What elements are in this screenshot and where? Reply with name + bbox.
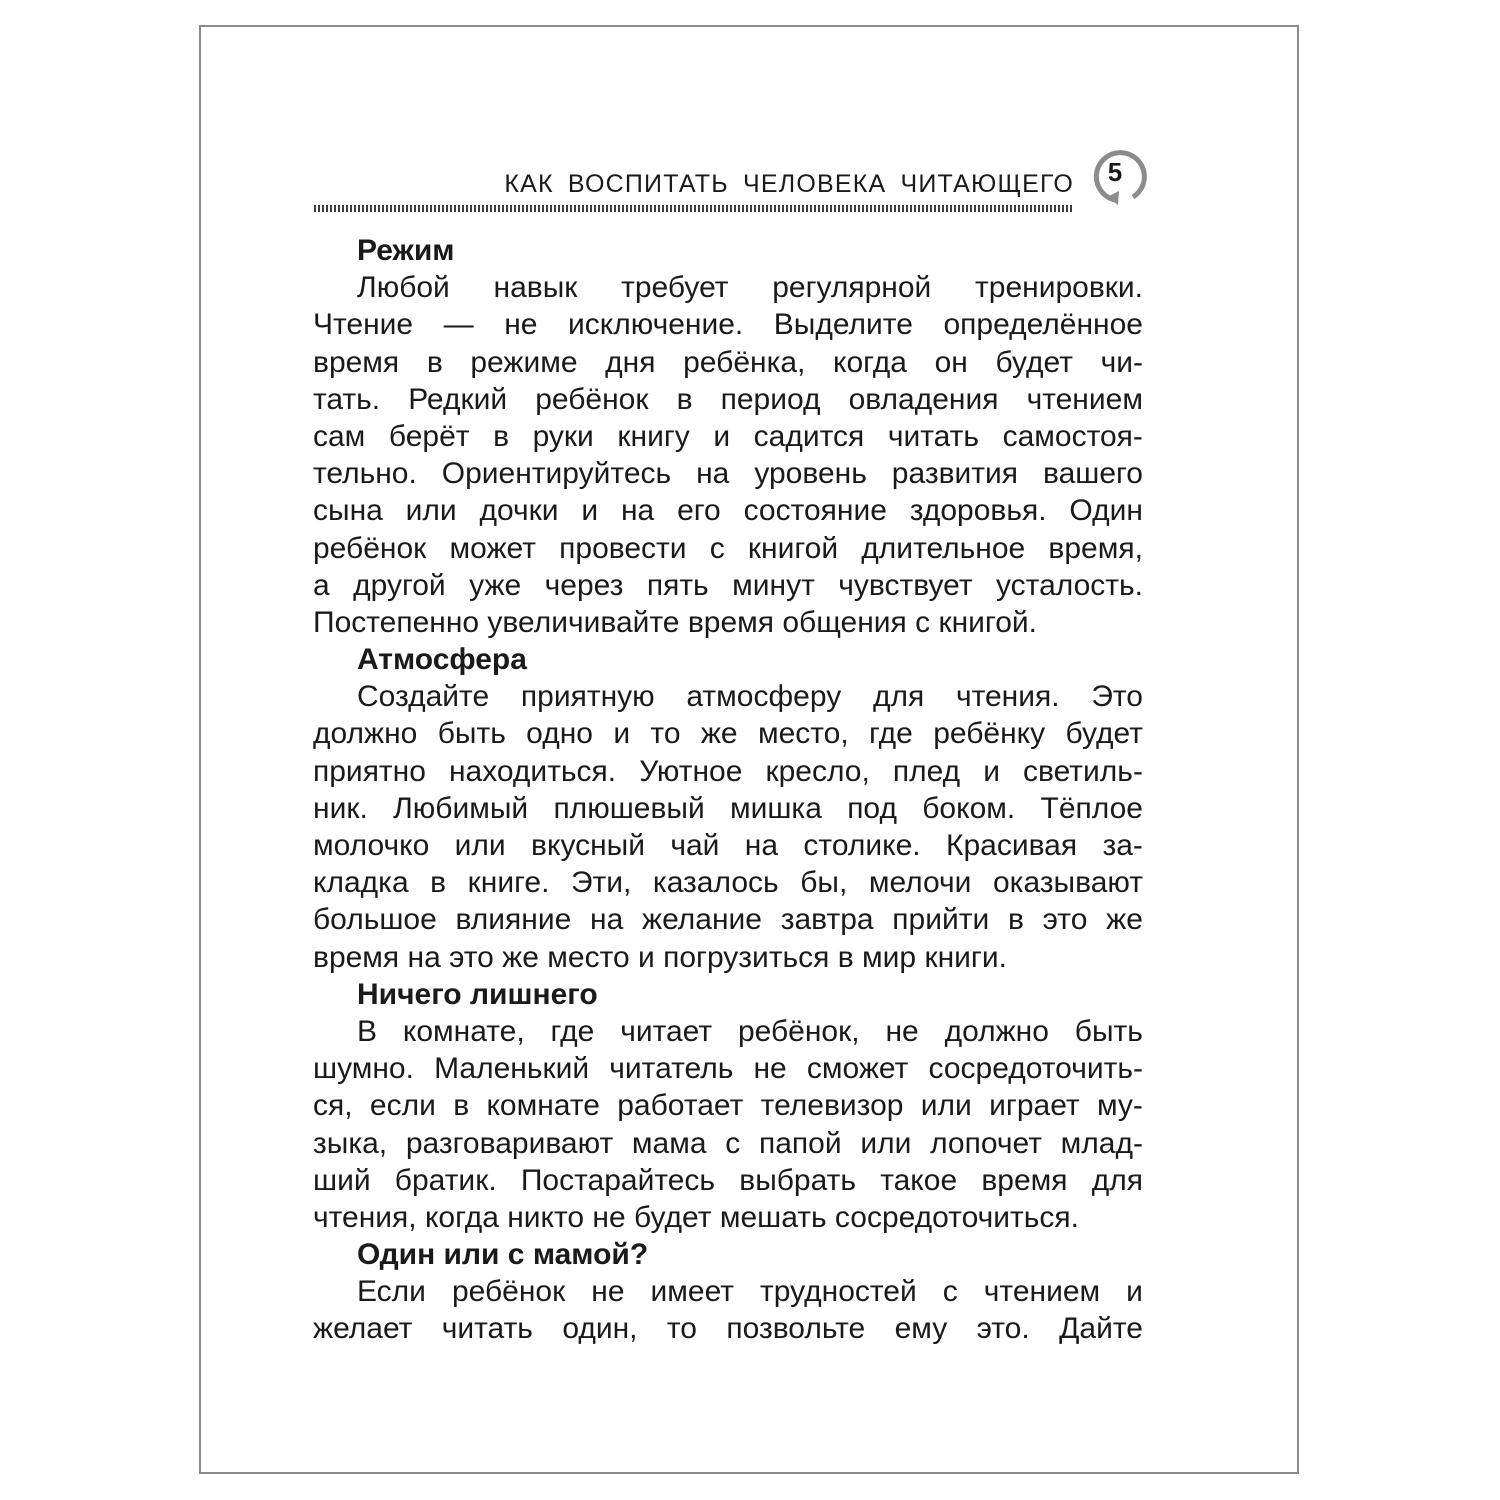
word: плюшевый: [553, 791, 705, 825]
word: уже: [469, 568, 522, 602]
word: чтения.: [955, 680, 1060, 714]
word: то: [666, 1312, 697, 1346]
word: папой: [758, 1126, 842, 1160]
word: и: [713, 419, 731, 453]
word: минут: [732, 568, 815, 602]
word: Эти,: [570, 866, 632, 900]
word: это: [1042, 903, 1088, 937]
text-line: [313, 1125, 1143, 1162]
word: вашего: [1042, 457, 1143, 491]
word: читает: [620, 1014, 713, 1048]
word: в: [493, 419, 510, 453]
word: место,: [757, 717, 849, 751]
word: он: [934, 345, 968, 379]
word: сына: [313, 494, 383, 528]
word: режиме: [470, 345, 578, 379]
word: молочко: [313, 829, 430, 862]
word: на: [590, 903, 624, 937]
section-heading: Один или с мамой?: [357, 1238, 649, 1272]
text-line: [313, 901, 1143, 938]
text-line: [313, 344, 1143, 381]
word: ребёнок: [535, 382, 649, 416]
word: Это: [1091, 680, 1143, 714]
word: оказывают: [992, 866, 1143, 900]
word: телевизор: [760, 1089, 904, 1123]
word: кладка: [313, 866, 409, 900]
word: будет: [1065, 717, 1143, 751]
justified-line: [313, 381, 1143, 418]
word: развития: [891, 457, 1019, 491]
word: зыка,: [313, 1126, 388, 1160]
word: усталость.: [996, 568, 1143, 602]
word: провести: [559, 531, 687, 565]
word: уровень: [754, 457, 867, 491]
word: навык: [493, 271, 578, 305]
word: руки: [532, 419, 594, 453]
section: [313, 976, 1143, 1236]
word: читатель: [609, 1052, 734, 1086]
text-line: чтения, когда никто не будет мешать сосредоточиться.: [313, 1200, 1079, 1234]
word: и: [613, 717, 631, 751]
justified-line: [313, 1050, 1143, 1087]
word: на: [620, 494, 655, 528]
word: разговаривают: [405, 1126, 614, 1160]
justified-line: [313, 1162, 1143, 1199]
word: может: [449, 531, 536, 565]
justified-line: [313, 567, 1143, 604]
word: книгу: [617, 419, 690, 453]
word: Чтение: [313, 308, 414, 342]
word: чтением: [983, 1275, 1101, 1309]
word: ребёнок: [313, 531, 427, 565]
word: другой: [353, 568, 446, 602]
page-number: 5: [1107, 157, 1123, 187]
justified-line: [313, 753, 1143, 790]
justified-line: [357, 678, 1143, 715]
word: му-: [1096, 1089, 1143, 1123]
section-heading: Ничего лишнего: [357, 977, 598, 1011]
text-line: [313, 381, 1143, 418]
text-line: [313, 418, 1143, 455]
text-line: [313, 530, 1143, 567]
word: ребёнка,: [683, 345, 806, 379]
word: его: [677, 494, 721, 528]
word: за-: [1102, 829, 1143, 862]
word: через: [544, 568, 624, 602]
justified-line: [313, 827, 1143, 864]
word: атмосферу: [686, 680, 842, 714]
word: позвольте: [726, 1312, 866, 1346]
word: —: [443, 308, 474, 342]
text-line: [313, 1013, 1143, 1050]
word: мишка: [729, 791, 822, 825]
word: это.: [976, 1312, 1030, 1346]
word: шумно.: [313, 1052, 414, 1086]
word: где: [550, 1014, 595, 1048]
word: тать.: [313, 382, 381, 416]
word: ему: [894, 1312, 948, 1346]
word: и: [581, 494, 599, 528]
word: в: [676, 382, 693, 416]
text-line: [313, 678, 1143, 715]
word: Любой: [357, 271, 450, 305]
word: ребёнок,: [737, 1014, 860, 1048]
section: [313, 232, 1143, 641]
word: состояние: [743, 494, 887, 528]
word: Если: [357, 1275, 426, 1309]
page-body: [313, 232, 1143, 1348]
word: ший: [313, 1163, 371, 1197]
text-line: [313, 492, 1143, 529]
word: имеет: [650, 1275, 735, 1309]
word: на: [744, 829, 779, 862]
section: [313, 641, 1143, 976]
word: где: [869, 717, 913, 751]
word: Выделите: [773, 308, 913, 342]
justified-line: [313, 1125, 1143, 1162]
word: не: [753, 1052, 787, 1086]
word: находиться.: [448, 754, 617, 788]
justified-line: [313, 864, 1143, 901]
section-heading: Атмосфера: [357, 643, 527, 677]
word: или: [920, 1089, 972, 1123]
word: ся,: [313, 1089, 353, 1123]
justified-line: [357, 1273, 1143, 1310]
word: вкусный: [531, 829, 645, 862]
word: исключение.: [568, 308, 744, 342]
word: в: [1007, 903, 1024, 937]
word: когда: [833, 345, 907, 379]
word: такое: [880, 1163, 958, 1197]
word: казалось: [652, 866, 779, 900]
word: книге.: [467, 866, 550, 900]
word: дня: [605, 345, 656, 379]
word: один,: [562, 1312, 638, 1346]
section: [313, 1236, 1143, 1348]
word: мама: [631, 1126, 707, 1160]
running-head: [202, 27, 1302, 227]
justified-line: [313, 530, 1143, 567]
word: и: [1126, 1275, 1143, 1309]
word: или: [405, 494, 457, 528]
word: лопочет: [930, 1126, 1042, 1160]
running-head-dotted-rule: [314, 205, 1074, 212]
justified-line: [313, 344, 1143, 381]
word: кресло,: [765, 754, 870, 788]
word: и: [983, 754, 1000, 788]
word: здоровья.: [909, 494, 1047, 528]
word: не: [591, 1275, 625, 1309]
word: чтением: [1026, 382, 1143, 416]
text-line: [313, 790, 1143, 827]
word: Дайте: [1059, 1312, 1143, 1346]
word: влияние: [455, 903, 572, 937]
word: сможет: [806, 1052, 909, 1086]
word: трудностей: [760, 1275, 917, 1309]
text-line: время на это же место и погрузиться в мир книги.: [313, 940, 1007, 974]
word: В: [357, 1014, 378, 1048]
word: Тёплое: [1040, 791, 1143, 825]
justified-line: [313, 418, 1143, 455]
word: чай: [670, 829, 720, 862]
text-line: [313, 827, 1143, 864]
word: Ориентируйтесь: [441, 457, 672, 491]
word: не: [885, 1014, 919, 1048]
word: определённое: [943, 308, 1143, 342]
justified-line: [313, 1087, 1143, 1124]
word: на: [696, 457, 730, 491]
word: длительное: [861, 531, 1026, 565]
word: не: [504, 308, 538, 342]
word: же: [700, 717, 738, 751]
word: читать: [887, 419, 980, 453]
word: чувствует: [838, 568, 973, 602]
text-line: [313, 269, 1143, 306]
word: в: [453, 1089, 470, 1123]
word: тренировки.: [975, 271, 1143, 305]
word: боком.: [922, 791, 1016, 825]
word: с: [709, 531, 725, 565]
justified-line: [313, 715, 1143, 752]
word: берёт: [388, 419, 470, 453]
word: время,: [1048, 531, 1143, 565]
word: комнате: [486, 1089, 600, 1123]
word: с: [942, 1275, 958, 1309]
text-line: [313, 1273, 1143, 1310]
word: должно: [944, 1014, 1049, 1048]
word: братик.: [394, 1163, 497, 1197]
word: приятно: [313, 754, 426, 788]
word: или: [454, 829, 506, 862]
word: то: [650, 717, 681, 751]
justified-line: [313, 492, 1143, 529]
word: играет: [989, 1089, 1080, 1123]
word: или: [860, 1126, 912, 1160]
word: если: [369, 1089, 436, 1123]
word: бы,: [800, 866, 848, 900]
word: регулярной: [772, 271, 932, 305]
justified-line: [313, 901, 1143, 938]
word: в: [426, 345, 443, 379]
word: приятную: [520, 680, 655, 714]
text-line: [313, 715, 1143, 752]
word: а: [313, 568, 330, 602]
word: быть: [1074, 1014, 1143, 1048]
word: тельно.: [313, 457, 417, 491]
word: Красивая: [945, 829, 1078, 862]
running-head-title: КАК ВОСПИТАТЬ ЧЕЛОВЕКА ЧИТАЮЩЕГО: [504, 170, 1074, 198]
word: же: [1106, 903, 1143, 937]
word: для: [872, 680, 925, 714]
word: требует: [621, 271, 729, 305]
word: садится: [753, 419, 865, 453]
word: мелочи: [868, 866, 972, 900]
word: ник.: [313, 791, 368, 825]
book-page: [199, 25, 1299, 1474]
justified-line: [313, 790, 1143, 827]
word: время: [313, 345, 400, 379]
word: большое: [313, 903, 437, 937]
word: Один: [1069, 494, 1143, 528]
word: плед: [892, 754, 961, 788]
word: под: [847, 791, 897, 825]
word: в: [430, 866, 447, 900]
word: читать: [441, 1312, 533, 1346]
word: Постарайтесь: [520, 1163, 716, 1197]
justified-line: [313, 1310, 1143, 1347]
word: желает: [313, 1312, 413, 1346]
word: ребёнку: [933, 717, 1046, 751]
word: одно: [526, 717, 593, 751]
section-heading: Режим: [357, 234, 455, 267]
word: самостоя-: [1002, 419, 1143, 453]
text-line: [313, 1050, 1143, 1087]
word: Редкий: [408, 382, 508, 416]
word: прийти: [892, 903, 990, 937]
word: выбрать: [739, 1163, 857, 1197]
word: светиль-: [1023, 754, 1143, 788]
word: с: [725, 1126, 741, 1160]
word: Уютное: [639, 754, 743, 788]
word: Создайте: [357, 680, 490, 714]
word: столике.: [803, 829, 921, 862]
word: желание: [642, 903, 762, 937]
word: пять: [646, 568, 709, 602]
word: быть: [437, 717, 506, 751]
word: книгой: [747, 531, 839, 565]
text-line: Постепенно увеличивайте время общения с книгой.: [313, 605, 1037, 639]
word: сам: [313, 419, 366, 453]
word: сосредоточить-: [928, 1052, 1143, 1086]
text-line: [313, 864, 1143, 901]
text-line: [313, 753, 1143, 790]
text-line: [313, 455, 1143, 492]
word: завтра: [780, 903, 874, 937]
word: овладения: [848, 382, 999, 416]
justified-line: [357, 1013, 1143, 1050]
word: время: [981, 1163, 1068, 1197]
word: для: [1091, 1163, 1143, 1197]
word: должно: [313, 717, 418, 751]
word: Любимый: [393, 791, 529, 825]
text-line: [313, 1087, 1143, 1124]
word: ребёнок: [451, 1275, 566, 1309]
text-line: [313, 567, 1143, 604]
justified-line: [357, 269, 1143, 306]
word: работает: [617, 1089, 744, 1123]
word: комнате,: [402, 1014, 525, 1048]
word: дочки: [479, 494, 559, 528]
word: будет: [995, 345, 1073, 379]
word: период: [720, 382, 821, 416]
justified-line: [313, 306, 1143, 343]
word: млад-: [1060, 1126, 1143, 1160]
text-line: [313, 306, 1143, 343]
text-line: [313, 1310, 1143, 1347]
word: Маленький: [434, 1052, 590, 1086]
justified-line: [313, 455, 1143, 492]
word: чи-: [1100, 345, 1143, 379]
text-line: [313, 1162, 1143, 1199]
